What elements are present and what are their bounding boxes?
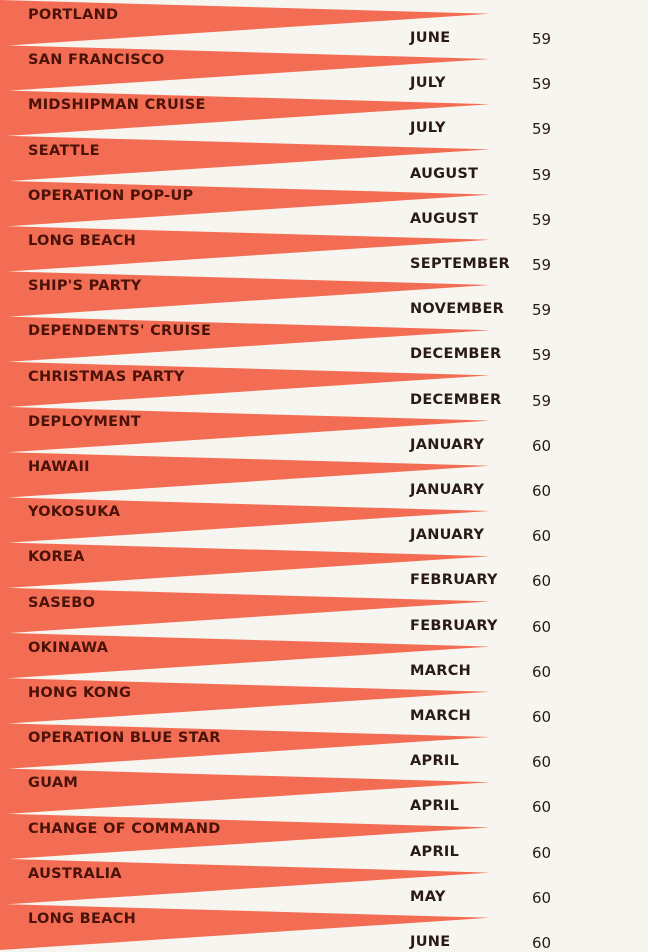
event-year: 59 [532,346,552,365]
event-month: NOVEMBER [410,301,505,318]
event-name: DEPLOYMENT [28,413,141,430]
event-name: HAWAII [28,459,90,475]
event-name: CHANGE OF COMMAND [28,820,221,837]
event-month: JANUARY [410,436,485,453]
schedule-row [0,859,648,905]
event-name: SASEBO [28,594,96,611]
schedule-row [0,45,648,94]
event-month: JANUARY [410,482,485,498]
event-name: OPERATION POP-UP [28,187,194,204]
event-month: APRIL [410,843,460,860]
event-name: KOREA [28,549,85,566]
event-name: PORTLAND [28,7,119,23]
schedule-row [0,723,648,772]
event-year: 59 [532,165,552,184]
schedule-row [0,136,648,182]
event-year: 60 [532,843,552,862]
event-year: 60 [532,708,552,726]
event-month: MARCH [410,708,472,724]
event-name: AUSTRALIA [28,865,122,882]
event-year: 60 [532,527,552,546]
event-year: 60 [532,662,552,681]
schedule-row [0,588,648,634]
event-year: 59 [532,256,552,274]
event-month: AUGUST [410,210,479,227]
event-name: SEATTLE [28,142,100,159]
schedule-row [0,362,648,408]
event-month: APRIL [410,753,460,770]
event-month: MAY [410,888,446,905]
event-month: AUGUST [410,165,479,182]
schedule-row [0,768,648,817]
event-year: 59 [532,30,552,48]
event-year: 59 [532,391,552,410]
schedule-row [0,452,648,498]
schedule-row [0,316,648,365]
event-year: 59 [532,75,552,94]
event-name: HONG KONG [28,685,132,701]
event-month: FEBRUARY [410,572,498,589]
event-year: 60 [532,482,552,500]
event-name: SHIP'S PARTY [28,278,142,295]
schedule-row [0,678,648,724]
event-year: 60 [532,798,552,817]
event-month: DECEMBER [410,346,502,363]
event-month: JANUARY [410,527,485,544]
schedule-row [0,226,648,272]
event-name: MIDSHIPMAN CRUISE [28,97,206,114]
event-name: CHRISTMAS PARTY [28,368,185,385]
event-month: APRIL [410,798,460,815]
event-name: LONG BEACH [28,233,137,249]
event-month: MARCH [410,662,472,679]
event-year: 59 [532,120,552,139]
event-year: 60 [532,934,552,952]
event-month: JULY [410,75,446,92]
event-month: JUNE [410,30,451,46]
event-month: FEBRUARY [410,617,498,634]
schedule-row [0,271,648,320]
event-month: SEPTEMBER [410,256,511,272]
schedule-row [0,633,648,679]
schedule-row [0,181,648,227]
schedule-row [0,407,648,453]
event-year: 60 [532,572,552,591]
event-month: JULY [410,120,446,137]
event-name: GUAM [28,775,79,792]
schedule-row [0,497,648,546]
event-year: 60 [532,436,552,455]
event-year: 60 [532,753,552,772]
event-name: OKINAWA [28,639,109,656]
event-name: LONG BEACH [28,911,137,927]
event-name: SAN FRANCISCO [28,52,165,69]
event-name: YOKOSUKA [28,504,121,521]
event-month: DECEMBER [410,391,502,408]
event-year: 59 [532,210,552,229]
event-year: 60 [532,888,552,907]
schedule-row [0,904,648,950]
schedule-row [0,0,648,46]
event-name: DEPENDENTS' CRUISE [28,323,212,340]
event-year: 59 [532,301,552,320]
event-year: 60 [532,617,552,636]
event-name: OPERATION BLUE STAR [28,730,221,747]
event-month: JUNE [410,934,451,950]
schedule-row [0,90,648,139]
schedule-row [0,814,648,860]
schedule-row [0,542,648,591]
